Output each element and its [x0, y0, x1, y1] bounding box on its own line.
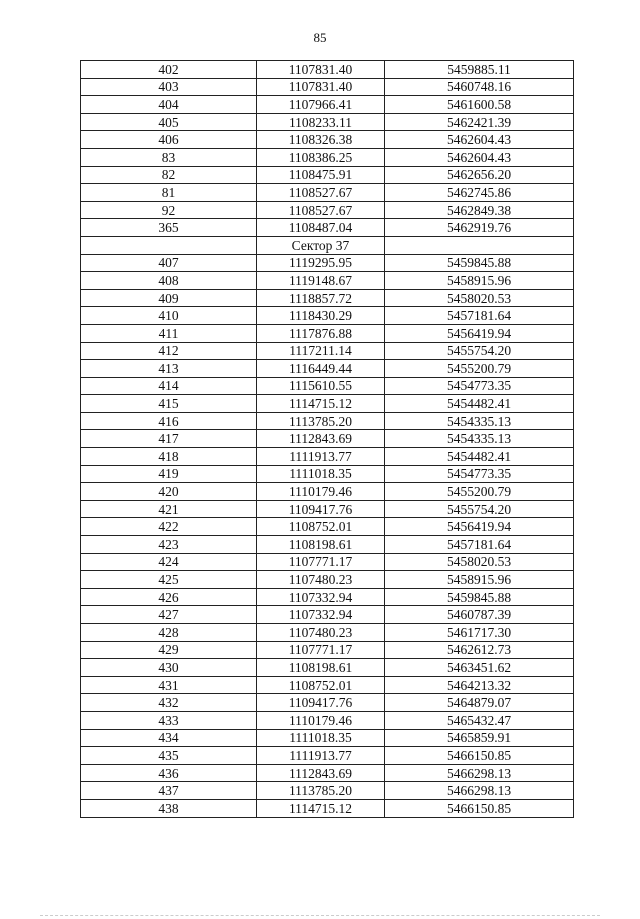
- table-row: [81, 377, 574, 395]
- point-number-cell: 437: [81, 782, 257, 800]
- table-row: [81, 782, 574, 800]
- table-row: [81, 588, 574, 606]
- table-row: [81, 799, 574, 817]
- point-number-cell: 406: [81, 131, 257, 149]
- x-coordinate-cell: 1108326.38: [257, 131, 385, 149]
- point-number-cell: 405: [81, 113, 257, 131]
- y-coordinate-cell: 5458915.96: [385, 571, 574, 589]
- x-coordinate-cell: 1119295.95: [257, 254, 385, 272]
- x-coordinate-cell: 1110179.46: [257, 483, 385, 501]
- point-number-cell: 414: [81, 377, 257, 395]
- table-row: [81, 483, 574, 501]
- y-coordinate-cell: 5466298.13: [385, 764, 574, 782]
- y-coordinate-cell: 5456419.94: [385, 518, 574, 536]
- y-coordinate-cell: 5464879.07: [385, 694, 574, 712]
- table-row: [81, 324, 574, 342]
- y-coordinate-cell: 5463451.62: [385, 659, 574, 677]
- x-coordinate-cell: 1108386.25: [257, 148, 385, 166]
- table-row: [81, 606, 574, 624]
- point-number-cell: 82: [81, 166, 257, 184]
- point-number-cell: 407: [81, 254, 257, 272]
- table-row: [81, 430, 574, 448]
- x-coordinate-cell: 1107831.40: [257, 78, 385, 96]
- y-coordinate-cell: 5466150.85: [385, 747, 574, 765]
- y-coordinate-cell: 5466298.13: [385, 782, 574, 800]
- point-number-cell: 417: [81, 430, 257, 448]
- y-coordinate-cell: 5462604.43: [385, 148, 574, 166]
- point-number-cell: 429: [81, 641, 257, 659]
- y-coordinate-cell: 5461717.30: [385, 624, 574, 642]
- y-coordinate-cell: 5462745.86: [385, 184, 574, 202]
- x-coordinate-cell: 1107480.23: [257, 571, 385, 589]
- table-row: [81, 659, 574, 677]
- table-row: [81, 113, 574, 131]
- point-number-cell: 409: [81, 289, 257, 307]
- y-coordinate-cell: 5454773.35: [385, 465, 574, 483]
- y-coordinate-cell: 5457181.64: [385, 307, 574, 325]
- point-number-cell: 428: [81, 624, 257, 642]
- y-coordinate-cell: 5460748.16: [385, 78, 574, 96]
- x-coordinate-cell: 1107966.41: [257, 96, 385, 114]
- table-row: [81, 201, 574, 219]
- point-number-cell: 434: [81, 729, 257, 747]
- x-coordinate-cell: 1111913.77: [257, 448, 385, 466]
- x-coordinate-cell: 1113785.20: [257, 412, 385, 430]
- x-coordinate-cell: 1116449.44: [257, 360, 385, 378]
- y-coordinate-cell: 5454773.35: [385, 377, 574, 395]
- x-coordinate-cell: 1108752.01: [257, 518, 385, 536]
- point-number-cell: 403: [81, 78, 257, 96]
- x-coordinate-cell: 1111913.77: [257, 747, 385, 765]
- table-row: [81, 184, 574, 202]
- table-row: [81, 465, 574, 483]
- table-row: [81, 360, 574, 378]
- point-number-cell: 438: [81, 799, 257, 817]
- x-coordinate-cell: 1111018.35: [257, 465, 385, 483]
- point-number-cell: 425: [81, 571, 257, 589]
- point-number-cell: 413: [81, 360, 257, 378]
- y-coordinate-cell: 5454482.41: [385, 448, 574, 466]
- section-title-cell-left: [81, 236, 257, 254]
- x-coordinate-cell: 1117211.14: [257, 342, 385, 360]
- x-coordinate-cell: 1108527.67: [257, 201, 385, 219]
- table-body-before-section: [81, 61, 574, 237]
- bottom-edge-rule: [40, 915, 600, 916]
- point-number-cell: 431: [81, 676, 257, 694]
- table-row: [81, 518, 574, 536]
- x-coordinate-cell: 1112843.69: [257, 430, 385, 448]
- y-coordinate-cell: 5455200.79: [385, 483, 574, 501]
- table-row: [81, 764, 574, 782]
- x-coordinate-cell: 1115610.55: [257, 377, 385, 395]
- y-coordinate-cell: 5455754.20: [385, 342, 574, 360]
- point-number-cell: 423: [81, 536, 257, 554]
- table-row: [81, 307, 574, 325]
- x-coordinate-cell: 1107332.94: [257, 606, 385, 624]
- point-number-cell: 433: [81, 711, 257, 729]
- y-coordinate-cell: 5459845.88: [385, 254, 574, 272]
- y-coordinate-cell: 5462612.73: [385, 641, 574, 659]
- y-coordinate-cell: 5459885.11: [385, 61, 574, 79]
- x-coordinate-cell: 1111018.35: [257, 729, 385, 747]
- point-number-cell: 408: [81, 272, 257, 290]
- point-number-cell: 427: [81, 606, 257, 624]
- table-row: [81, 254, 574, 272]
- point-number-cell: 83: [81, 148, 257, 166]
- table-row: [81, 536, 574, 554]
- section-row: [81, 236, 574, 254]
- y-coordinate-cell: 5458020.53: [385, 289, 574, 307]
- table-row: [81, 747, 574, 765]
- x-coordinate-cell: 1113785.20: [257, 782, 385, 800]
- x-coordinate-cell: 1118430.29: [257, 307, 385, 325]
- y-coordinate-cell: 5460787.39: [385, 606, 574, 624]
- coordinates-table: [80, 60, 574, 818]
- table-row: [81, 166, 574, 184]
- x-coordinate-cell: 1114715.12: [257, 799, 385, 817]
- x-coordinate-cell: 1107831.40: [257, 61, 385, 79]
- point-number-cell: 435: [81, 747, 257, 765]
- y-coordinate-cell: 5464213.32: [385, 676, 574, 694]
- table-row: [81, 729, 574, 747]
- table-row: [81, 500, 574, 518]
- y-coordinate-cell: 5457181.64: [385, 536, 574, 554]
- y-coordinate-cell: 5455200.79: [385, 360, 574, 378]
- y-coordinate-cell: 5455754.20: [385, 500, 574, 518]
- x-coordinate-cell: 1119148.67: [257, 272, 385, 290]
- table-row: [81, 272, 574, 290]
- point-number-cell: 424: [81, 553, 257, 571]
- point-number-cell: 422: [81, 518, 257, 536]
- x-coordinate-cell: 1108752.01: [257, 676, 385, 694]
- x-coordinate-cell: 1109417.76: [257, 694, 385, 712]
- x-coordinate-cell: 1107480.23: [257, 624, 385, 642]
- point-number-cell: 430: [81, 659, 257, 677]
- y-coordinate-cell: 5465859.91: [385, 729, 574, 747]
- table-row: [81, 131, 574, 149]
- table-row: [81, 553, 574, 571]
- point-number-cell: 410: [81, 307, 257, 325]
- x-coordinate-cell: 1108198.61: [257, 659, 385, 677]
- table-row: [81, 412, 574, 430]
- y-coordinate-cell: 5459845.88: [385, 588, 574, 606]
- table-row: [81, 571, 574, 589]
- x-coordinate-cell: 1118857.72: [257, 289, 385, 307]
- table-row: [81, 676, 574, 694]
- table-row: [81, 395, 574, 413]
- x-coordinate-cell: 1110179.46: [257, 711, 385, 729]
- y-coordinate-cell: 5454335.13: [385, 412, 574, 430]
- table-row: [81, 641, 574, 659]
- x-coordinate-cell: 1114715.12: [257, 395, 385, 413]
- point-number-cell: 426: [81, 588, 257, 606]
- point-number-cell: 411: [81, 324, 257, 342]
- section-title: Сектор 37: [257, 236, 385, 254]
- table-row: [81, 711, 574, 729]
- table-row: [81, 78, 574, 96]
- y-coordinate-cell: 5466150.85: [385, 799, 574, 817]
- point-number-cell: 412: [81, 342, 257, 360]
- table-row: [81, 448, 574, 466]
- x-coordinate-cell: 1107771.17: [257, 553, 385, 571]
- x-coordinate-cell: 1108198.61: [257, 536, 385, 554]
- y-coordinate-cell: 5462656.20: [385, 166, 574, 184]
- table-row: [81, 96, 574, 114]
- point-number-cell: 404: [81, 96, 257, 114]
- section-header-body: [81, 236, 574, 254]
- y-coordinate-cell: 5462849.38: [385, 201, 574, 219]
- point-number-cell: 436: [81, 764, 257, 782]
- point-number-cell: 420: [81, 483, 257, 501]
- table-body-after-section: [81, 254, 574, 817]
- y-coordinate-cell: 5454335.13: [385, 430, 574, 448]
- x-coordinate-cell: 1117876.88: [257, 324, 385, 342]
- table-row: [81, 624, 574, 642]
- page-number: 85: [313, 30, 327, 45]
- table-row: [81, 289, 574, 307]
- point-number-cell: 421: [81, 500, 257, 518]
- y-coordinate-cell: 5458020.53: [385, 553, 574, 571]
- y-coordinate-cell: 5454482.41: [385, 395, 574, 413]
- x-coordinate-cell: 1108475.91: [257, 166, 385, 184]
- table-row: [81, 694, 574, 712]
- x-coordinate-cell: 1109417.76: [257, 500, 385, 518]
- x-coordinate-cell: 1108527.67: [257, 184, 385, 202]
- x-coordinate-cell: 1108233.11: [257, 113, 385, 131]
- point-number-cell: 81: [81, 184, 257, 202]
- point-number-cell: 419: [81, 465, 257, 483]
- x-coordinate-cell: 1107771.17: [257, 641, 385, 659]
- point-number-cell: 402: [81, 61, 257, 79]
- point-number-cell: 92: [81, 201, 257, 219]
- point-number-cell: 415: [81, 395, 257, 413]
- x-coordinate-cell: 1108487.04: [257, 219, 385, 237]
- y-coordinate-cell: 5462604.43: [385, 131, 574, 149]
- y-coordinate-cell: 5465432.47: [385, 711, 574, 729]
- y-coordinate-cell: 5461600.58: [385, 96, 574, 114]
- y-coordinate-cell: 5462421.39: [385, 113, 574, 131]
- point-number-cell: 418: [81, 448, 257, 466]
- x-coordinate-cell: 1107332.94: [257, 588, 385, 606]
- point-number-cell: 365: [81, 219, 257, 237]
- y-coordinate-cell: 5456419.94: [385, 324, 574, 342]
- y-coordinate-cell: 5458915.96: [385, 272, 574, 290]
- x-coordinate-cell: 1112843.69: [257, 764, 385, 782]
- table-row: [81, 342, 574, 360]
- section-title-cell-right: [385, 236, 574, 254]
- y-coordinate-cell: 5462919.76: [385, 219, 574, 237]
- point-number-cell: 416: [81, 412, 257, 430]
- table-row: [81, 148, 574, 166]
- point-number-cell: 432: [81, 694, 257, 712]
- table-row: [81, 61, 574, 79]
- table-row: [81, 219, 574, 237]
